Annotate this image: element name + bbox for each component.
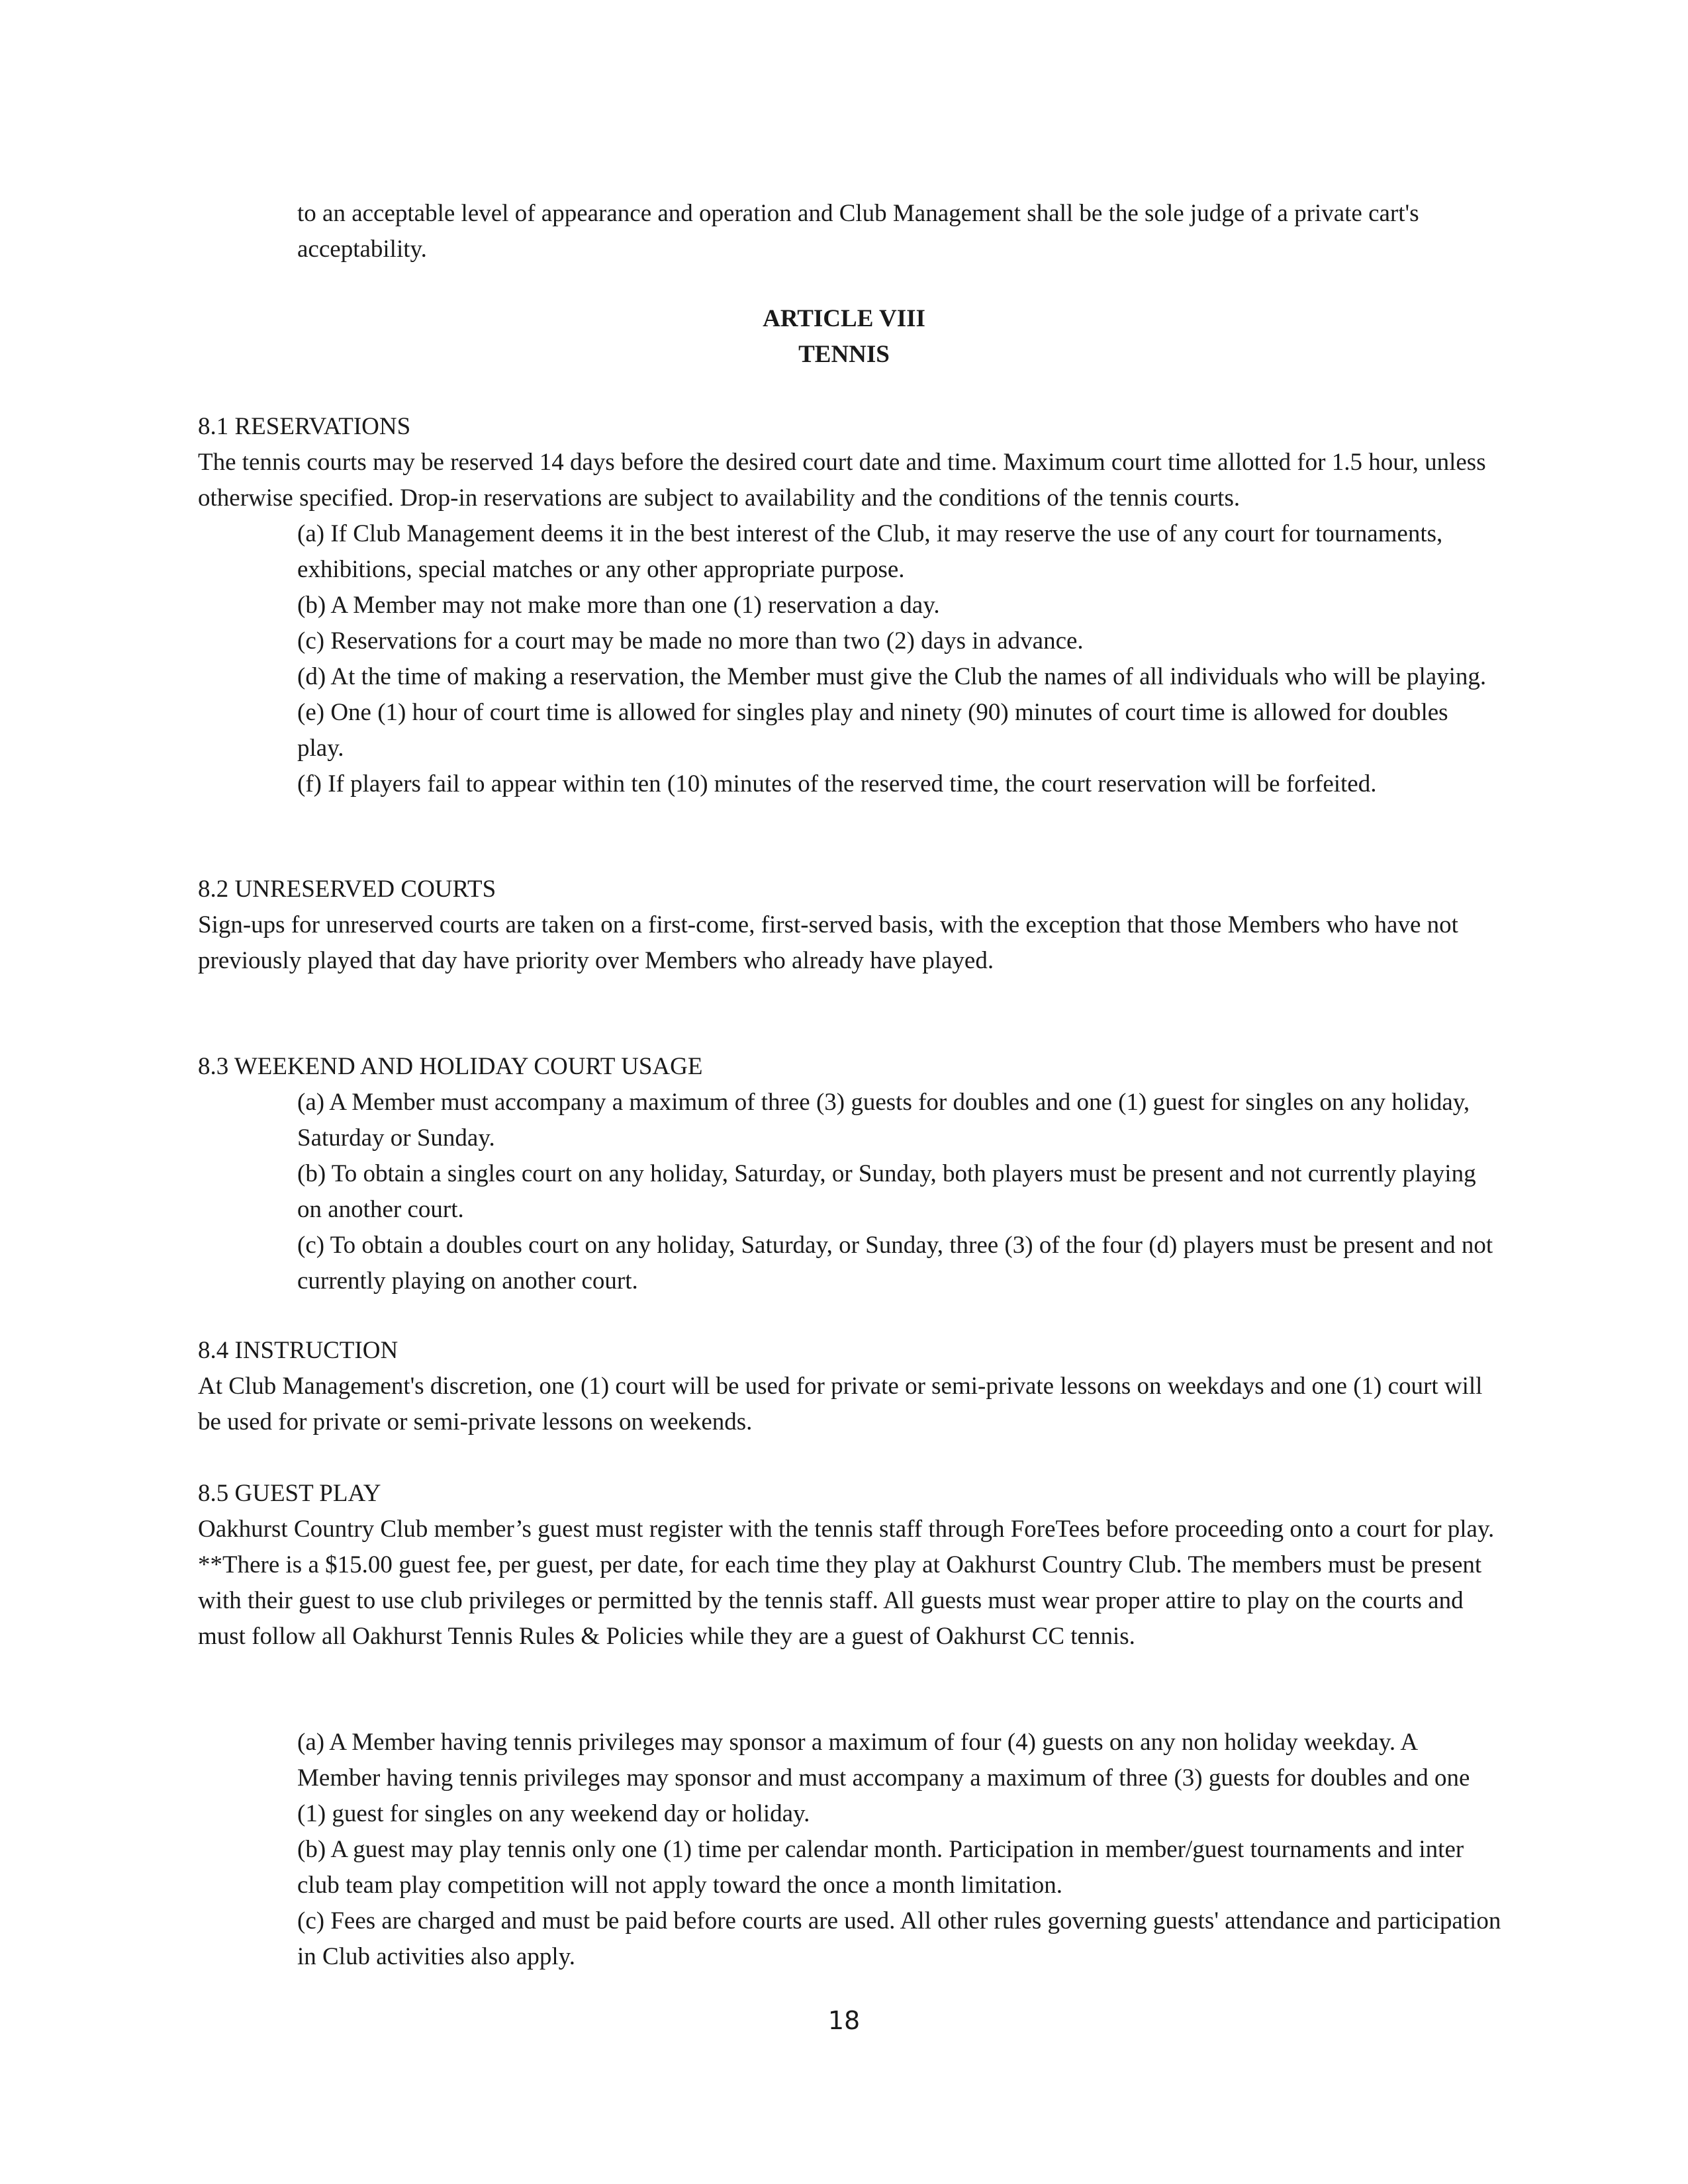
- section-instruction: [198, 1333, 1495, 1440]
- list-item: (c) Fees are charged and must be paid before courts are used. All other rules governing guests' attendance and participation in Club activities also apply.: [297, 1907, 1501, 1970]
- section-items: [198, 1085, 1495, 1299]
- section-body: Oakhurst Country Club member’s guest must register with the tennis staff through ForeTees before proceeding onto a court for play. **There is a $15.00 guest fee, per guest, per date, for each time they play at Oakhurst Country Club. The members must be present with their guest to use club privileges or permitted by the tennis staff. All guests must wear proper attire to play on the courts and must follow all Oakhurst Tennis Rules & Policies while they are a guest of Oakhurst CC tennis.: [198, 1516, 1495, 1650]
- list-item: (a) If Club Management deems it in the best interest of the Club, it may reserve the use of any court for tournaments, exhibitions, special matches or any other appropriate purpose.: [297, 520, 1443, 583]
- section-heading: 8.3 WEEKEND AND HOLIDAY COURT USAGE: [198, 1053, 703, 1080]
- list-item: (c) Reservations for a court may be made no more than two (2) days in advance.: [297, 627, 1084, 655]
- list-item: (f) If players fail to appear within ten (10) minutes of the reserved time, the court reservation will be forfeited.: [297, 770, 1377, 797]
- section-guest-play: [198, 1476, 1495, 1655]
- page-number: 18: [827, 2006, 861, 2035]
- section-weekend-holiday-usage: [198, 1049, 1495, 1299]
- list-item: (b) A guest may play tennis only one (1) time per calendar month. Participation in member/guest tournaments and inter club team play competition will not apply toward the once a month limitation.: [297, 1836, 1464, 1899]
- list-item: (e) One (1) hour of court time is allowed for singles play and ninety (90) minutes of court time is allowed for doubles play.: [297, 699, 1448, 762]
- article-heading: [0, 301, 1688, 373]
- section-body: Sign-ups for unreserved courts are taken on a first-come, first-served basis, with the exception that those Members who have not previously played that day have priority over Members who already have played.: [198, 911, 1458, 974]
- list-item: (a) A Member must accompany a maximum of three (3) guests for doubles and one (1) guest for singles on any holiday, Saturday or Sunday.: [297, 1089, 1470, 1152]
- list-item: (b) To obtain a singles court on any holiday, Saturday, or Sunday, both players must be present and not currently playing on another court.: [297, 1160, 1476, 1223]
- guest-play-items: [297, 1725, 1502, 1975]
- section-unreserved-courts: [198, 872, 1495, 979]
- section-heading: 8.4 INSTRUCTION: [198, 1337, 399, 1364]
- section-items: [198, 516, 1495, 802]
- list-item: (d) At the time of making a reservation, the Member must give the Club the names of all individuals who will be playing.: [297, 663, 1487, 690]
- section-reservations: [198, 409, 1495, 802]
- list-item: (c) To obtain a doubles court on any holiday, Saturday, or Sunday, three (3) of the four (d) players must be present and not currently playing on another court.: [297, 1232, 1493, 1295]
- section-body: The tennis courts may be reserved 14 days before the desired court date and time. Maximum court time allotted for 1.5 hour, unless otherwise specified. Drop-in reservations are subject to availability and the conditions of the tennis courts.: [198, 449, 1486, 512]
- section-heading: 8.1 RESERVATIONS: [198, 413, 411, 440]
- list-item: (a) A Member having tennis privileges may sponsor a maximum of four (4) guests on any non holiday weekday. A Member having tennis privileges may sponsor and must accompany a maximum of three (3) guests for doubles and one (1) guest for singles on any weekend day or holiday.: [297, 1729, 1470, 1827]
- article-title: TENNIS: [798, 341, 890, 368]
- section-heading: 8.2 UNRESERVED COURTS: [198, 876, 496, 903]
- section-heading: 8.5 GUEST PLAY: [198, 1480, 381, 1507]
- carryover-paragraph: to an acceptable level of appearance and operation and Club Management shall be the sole judge of a private cart's acceptability.: [297, 200, 1419, 263]
- article-number: ARTICLE VIII: [763, 305, 925, 332]
- section-body: At Club Management's discretion, one (1) court will be used for private or semi-private lessons on weekdays and one (1) court will be used for private or semi-private lessons on weekends.: [198, 1373, 1483, 1435]
- list-item: (b) A Member may not make more than one (1) reservation a day.: [297, 592, 940, 619]
